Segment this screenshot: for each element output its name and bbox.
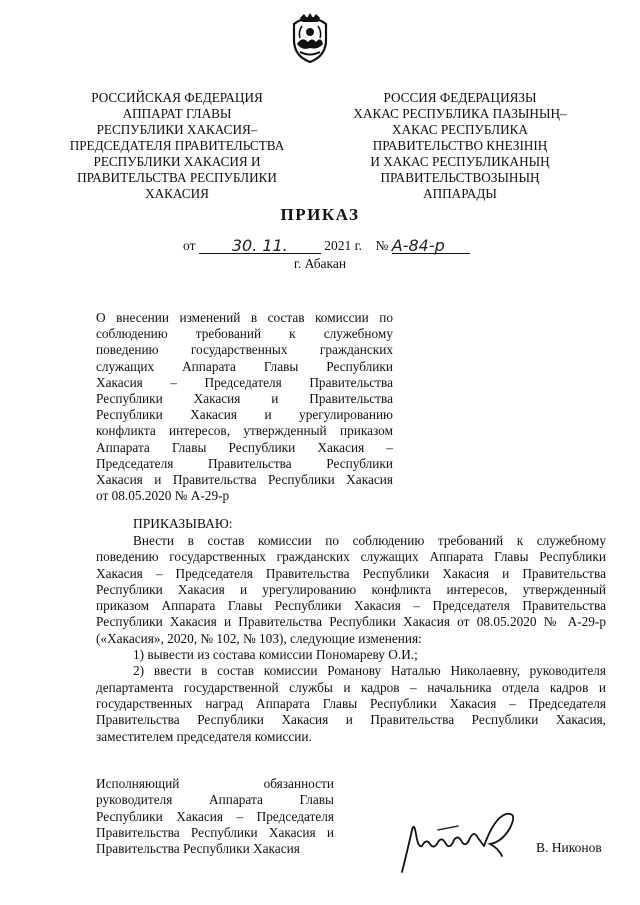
body-line: поведению государственных гражданских служащих Аппарата Главы Республики	[96, 549, 606, 565]
body-line: Правительства Республики Хакасия и Правительства Республики Хакасия,	[96, 712, 606, 728]
header-right-line: ХАКАС РЕСПУБЛИКА	[392, 122, 528, 137]
subject-line: поведению государственных гражданских	[96, 342, 393, 358]
body-line: Республики Хакасия и Правительства Республики Хакасия от 08.05.2020 № А-29-р	[96, 614, 606, 630]
header-left-line: ПРЕДСЕДАТЕЛЯ ПРАВИТЕЛЬСТВА	[69, 138, 285, 153]
body-line: («Хакасия», 2020, № 102, № 103), следующие изменения:	[96, 630, 422, 646]
order-body	[96, 533, 606, 745]
signatory-line: Республики Хакасия – Председателя	[96, 808, 334, 824]
header-right-line: РОССИЯ ФЕДЕРАЦИЯЗЫ	[383, 90, 537, 105]
body-line: государственных наград Аппарата Главы Республики Хакасия – Председателя	[96, 695, 606, 711]
header-right	[332, 90, 588, 202]
body-line: 1) вывести из состава комиссии Пономареву О.И.;	[133, 647, 418, 663]
subject-line: Республики Хакасия и урегулированию	[96, 407, 393, 423]
header-left-line: РЕСПУБЛИКИ ХАКАСИЯ–	[96, 122, 258, 137]
header-left	[52, 90, 302, 202]
subject-line: Республики Хакасия и Правительства	[96, 391, 393, 407]
header-left-line: ПРАВИТЕЛЬСТВА РЕСПУБЛИКИ	[77, 170, 277, 185]
subject-line: Хакасия – Председателя Правительства	[96, 374, 393, 390]
signatory-line: Правительства Республики Хакасия	[96, 841, 300, 857]
header-left-line: РЕСПУБЛИКИ ХАКАСИЯ И	[93, 154, 261, 169]
number-field	[392, 238, 470, 254]
order-keyword: ПРИКАЗЫВАЮ:	[133, 516, 233, 531]
body-line: приказом Аппарата Главы Республики Хакасия – Председателя Правительства	[96, 598, 606, 614]
header-left-line: АППАРАТ ГЛАВЫ	[122, 106, 232, 121]
date-prefix: от	[183, 238, 196, 253]
document-title: ПРИКАЗ	[280, 205, 360, 224]
header-right-line: ПРАВИТЕЛЬСТВО КНЕЗІНІҢ	[372, 138, 548, 153]
header-right-line: АППАРАДЫ	[423, 186, 497, 201]
signer-name: В. Никонов	[536, 840, 602, 855]
signatory-line: Исполняющий обязанности	[96, 776, 334, 791]
handwritten-signature-icon	[398, 808, 523, 876]
coat-of-arms-icon	[288, 10, 332, 64]
date-handwritten: 30. 11.	[231, 236, 288, 255]
header-right-line: И ХАКАС РЕСПУБЛИКАНЫҢ	[370, 154, 550, 169]
city: г. Абакан	[293, 256, 347, 271]
subject-line: О внесении изменений в состав комиссии по	[96, 310, 393, 325]
subject-block	[96, 310, 393, 504]
subject-line: Аппарата Главы Республики Хакасия –	[96, 439, 393, 455]
subject-line: от 08.05.2020 № А-29-р	[96, 488, 230, 504]
subject-line: соблюдению требований к служебному	[96, 326, 393, 342]
signatory-line: руководителя Аппарата Главы	[96, 792, 334, 808]
body-line: 2) ввести в состав комиссии Романову Наталью Николаевну, руководителя	[133, 663, 606, 679]
number-handwritten: А-84-р	[391, 236, 445, 255]
number-sign: №	[375, 238, 389, 253]
header-right-line: ХАКАС РЕСПУБЛИКА ПАЗЫНЫҢ–	[353, 106, 567, 121]
body-line: Внести в состав комиссии по соблюдению требований к служебному	[133, 533, 606, 548]
signatory-line: Правительства Республики Хакасия и	[96, 824, 334, 840]
date-line	[183, 238, 470, 254]
subject-line: конфликта интересов, утвержденный приказом	[96, 423, 393, 439]
header-left-line: РОССИЙСКАЯ ФЕДЕРАЦИЯ	[91, 90, 263, 105]
date-field	[199, 238, 321, 254]
subject-line: Председателя Правительства Республики	[96, 455, 393, 471]
body-line: Республики Хакасия и урегулированию конфликта интересов, утвержденный	[96, 581, 606, 597]
subject-line: служащих Аппарата Главы Республики	[96, 358, 393, 374]
subject-line: Хакасия и Правительства Республики Хакасия	[96, 472, 393, 488]
signatory-position	[96, 776, 334, 857]
body-line: заместителем председателя комиссии.	[96, 728, 312, 744]
date-year: 2021 г.	[324, 238, 362, 253]
header-right-line: ПРАВИТЕЛЬСТВОЗЫНЫҢ	[380, 170, 540, 185]
header-left-line: ХАКАСИЯ	[145, 186, 209, 201]
body-line: департамента государственной службы и кадров – начальника отдела кадров и	[96, 679, 606, 695]
city-line	[0, 256, 640, 272]
body-line: Хакасия – Председателя Правительства Республики Хакасия и Правительства	[96, 565, 606, 581]
